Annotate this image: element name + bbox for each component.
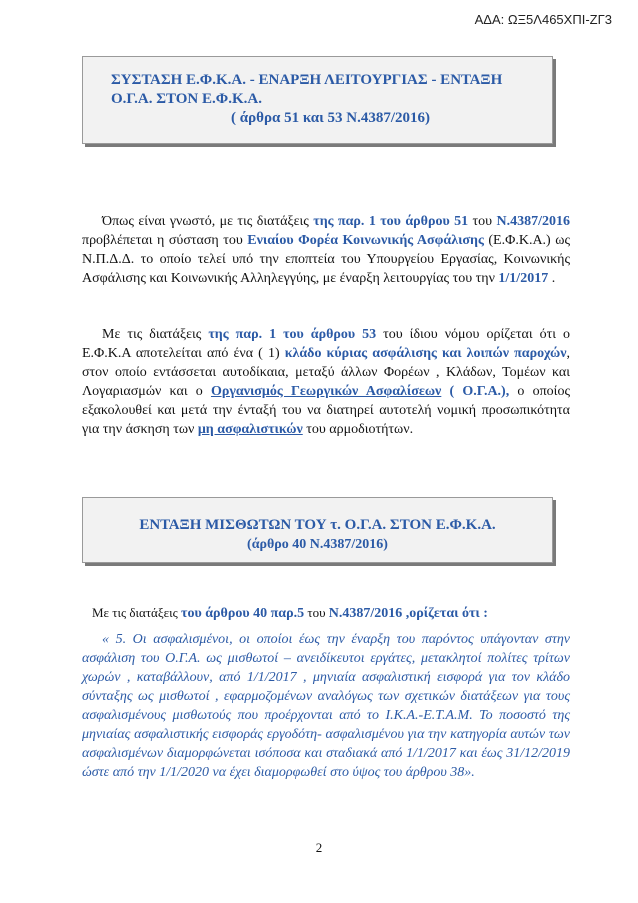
text-run: Όπως είναι γνωστό, με τις διατάξεις <box>102 214 314 229</box>
text-run: (Ε.Φ.Κ.Α.) ως Ν.Π.Δ.Δ. το οποίο τελεί υπό την εποπτεία του Υπουργείου Εργασίας, Κοινωνικής Ασφάλισης και Κοινωνικής Αλληλεγγύης, με έναρξη λειτουργίας του την <box>82 233 570 286</box>
text-run: , στον οποίο εντάσσεται αυτοδίκαια, μεταξύ άλλων Φορέων , Κλάδων, Τομέων και Λογαριασμών και ο <box>82 346 570 399</box>
highlight-run: κλάδο κύριας ασφάλισης και λοιπών παροχών <box>284 346 567 361</box>
paragraph-efka-establishment <box>82 212 570 288</box>
highlight-run: της παρ. 1 του άρθρου 53 <box>208 327 377 342</box>
text-run: του <box>304 605 329 620</box>
highlight-run: 1/1/2017 <box>498 271 549 286</box>
text-run: προβλέπεται η σύσταση του <box>82 233 248 248</box>
highlight-run: Ν.4387/2016 <box>496 214 570 229</box>
text-run: Με τις διατάξεις <box>102 327 209 342</box>
ada-code: ΑΔΑ: ΩΞ5Λ465ΧΠΙ-ΖΓ3 <box>474 12 612 27</box>
section-title-line-1: ΕΝΤΑΞΗ ΜΙΣΘΩΤΩΝ ΤΟΥ τ. Ο.Γ.Α. ΣΤΟΝ Ε.Φ.Κ.Α. <box>139 517 496 533</box>
highlight-run: Ν.4387/2016 ,ορίζεται ότι : <box>328 606 488 621</box>
section-title-articles: ( άρθρα 51 και 53 Ν.4387/2016) <box>231 110 431 126</box>
section-title-line-2: Ο.Γ.Α. ΣΤΟΝ Ε.Φ.Κ.Α. <box>111 91 262 107</box>
quoted-law-text: « 5. Οι ασφαλισμένοι, οι οποίοι έως την έναρξη του παρόντος υπάγονταν στην ασφάλιση του Ο.Γ.Α. ως μισθωτοί – ανειδίκευτοι εργάτες, μετακλητοί πολίτες τρίτων χωρών , καταβάλλουν, από 1/1/2017 , μηνιαία ασφαλιστική εισφορά για τον κλάδο σύνταξης ως μισθωτοί , εφαρμοζομένων αναλόγως των σχετικών διατάξεων για τους ασφαλισμένους μισθωτούς που προέρχονται από το Ι.Κ.Α.-Ε.Τ.Α.Μ. Το ποσοστό της μηνιαίας ασφαλιστικής εισφοράς εργοδότη- ασφαλισμένου για την κατηγορία αυτών των ασφαλισμένων διαμορφώνεται ισόποσα και σταδιακά από 1/1/2017 και έως 31/12/2019 ώστε από την 1/1/2020 να έχει διαμορφωθεί στο ύψος του άρθρου 38». <box>82 632 570 780</box>
section-title-article: (άρθρο 40 Ν.4387/2016) <box>247 537 388 552</box>
text-run: του <box>468 214 497 229</box>
highlight-run: του άρθρου 40 παρ.5 <box>181 606 305 621</box>
highlight-run-underlined: μη ασφαλιστικών <box>197 422 303 437</box>
section-title-box-efka <box>82 56 553 144</box>
text-run: Με τις διατάξεις <box>92 605 182 620</box>
highlight-run: ( Ο.Γ.Α.), <box>441 384 510 399</box>
highlight-run: Ενιαίου Φορέα Κοινωνικής Ασφάλισης <box>247 233 484 248</box>
highlight-run-underlined: Οργανισμός Γεωργικών Ασφαλίσεων <box>210 384 442 399</box>
text-run: του ίδιου νόμου ορίζεται ότι ο Ε.Φ.Κ.Α αποτελείται από ένα ( 1) <box>82 327 570 361</box>
paragraph-oga-integration <box>82 325 570 439</box>
text-run: . <box>548 271 556 286</box>
text-run: του αρμοδιοτήτων. <box>302 422 414 437</box>
paragraph-article-40-intro <box>82 603 570 623</box>
highlight-run: της παρ. 1 του άρθρου 51 <box>313 214 469 229</box>
section-title-line-1: ΣΥΣΤΑΣΗ Ε.Φ.Κ.Α. - ΕΝΑΡΞΗ ΛΕΙΤΟΥΡΓΙΑΣ - ΕΝΤΑΞΗ <box>111 72 503 88</box>
page-number: 2 <box>315 840 323 855</box>
text-run: ο οποίος εξακολουθεί και μετά την ένταξή του να διατηρεί αυτοτελή νομική προσωπικότητα για την άσκηση των <box>82 384 570 437</box>
section-title-box-employees <box>82 497 553 563</box>
